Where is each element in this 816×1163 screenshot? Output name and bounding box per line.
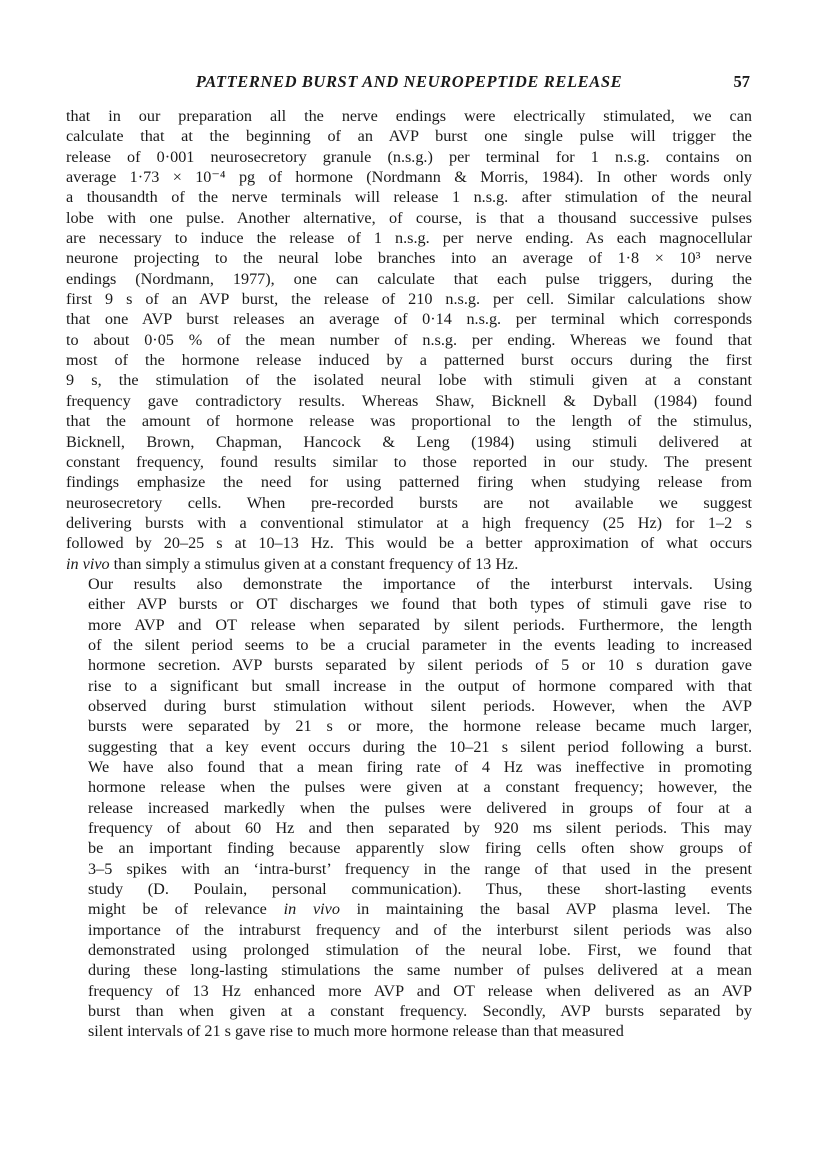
text-line: demonstrated using prolonged stimulation of the neural lobe. First, we found that xyxy=(88,941,752,960)
text-line: might be of relevance in vivo in maintaining the basal AVP plasma level. The xyxy=(88,900,753,919)
text-line: followed by 20–25 s at 10–13 Hz. This would be a better approximation of what occurs xyxy=(66,534,752,553)
text-line: neurosecretory cells. When pre-recorded bursts are not available we suggest xyxy=(66,493,752,512)
text-line: hormone release when the pulses were given at a constant frequency; however, the xyxy=(88,778,752,797)
text-line: to about 0·05 % of the mean number of n.s.g. per ending. Whereas we found that xyxy=(66,330,752,349)
text-line: importance of the intraburst frequency and of the interburst silent periods was also xyxy=(88,920,752,939)
body-paragraph xyxy=(66,106,752,574)
text-line: release of 0·001 neurosecretory granule (n.s.g.) per terminal for 1 n.s.g. contains on xyxy=(66,147,752,166)
text-line: hormone secretion. AVP bursts separated by silent periods of 5 or 10 s duration gave xyxy=(88,656,752,675)
text-line: either AVP bursts or OT discharges we found that both types of stimuli gave rise to xyxy=(88,595,752,614)
running-title: PATTERNED BURST AND NEUROPEPTIDE RELEASE xyxy=(195,72,623,91)
text-line: suggesting that a key event occurs during the 10–21 s silent period following a burst. xyxy=(88,737,752,756)
text-line: endings (Nordmann, 1977), one can calculate that each pulse triggers, during the xyxy=(66,269,752,288)
text-line: lobe with one pulse. Another alternative, of course, is that a thousand successive pulses xyxy=(66,208,752,227)
text-line: frequency of about 60 Hz and then separated by 920 ms silent periods. This may xyxy=(88,819,752,838)
text-line: study (D. Poulain, personal communication). Thus, these short-lasting events xyxy=(88,880,752,899)
text-line: most of the hormone release induced by a patterned burst occurs during the first xyxy=(66,351,752,370)
text-line: that one AVP burst releases an average of 0·14 n.s.g. per terminal which corresponds xyxy=(66,310,752,329)
text-line: neurone projecting to the neural lobe branches into an average of 1·8 × 10³ nerve xyxy=(66,249,752,268)
text-line: constant frequency, found results similar to those reported in our study. The present xyxy=(66,452,752,471)
body-paragraph xyxy=(66,574,752,1042)
text-line: 9 s, the stimulation of the isolated neural lobe with stimuli given at a constant xyxy=(66,371,752,390)
text-line: a thousandth of the nerve terminals will release 1 n.s.g. after stimulation of the neural xyxy=(66,188,752,207)
text-line: silent intervals of 21 s gave rise to much more hormone release than that measured xyxy=(88,1022,624,1041)
text-line: Our results also demonstrate the importance of the interburst intervals. Using xyxy=(88,574,752,593)
text-line: that the amount of hormone release was proportional to the length of the stimulus, xyxy=(66,412,752,431)
text-line: bursts were separated by 21 s or more, the hormone release became much larger, xyxy=(88,717,752,736)
text-line: during these long-lasting stimulations the same number of pulses delivered at a mean xyxy=(88,961,752,980)
journal-page xyxy=(66,72,752,1042)
text-line: observed during burst stimulation without silent periods. However, when the AVP xyxy=(88,696,752,715)
text-line: of the silent period seems to be a crucial parameter in the events leading to increased xyxy=(88,635,752,654)
text-line: that in our preparation all the nerve endings were electrically stimulated, we can xyxy=(66,107,752,125)
text-line: in vivo than simply a stimulus given at a constant frequency of 13 Hz. xyxy=(66,554,519,573)
text-line: 3–5 spikes with an ‘intra-burst’ frequency in the range of that used in the present xyxy=(88,859,752,878)
running-head xyxy=(66,72,752,100)
text-line: Bicknell, Brown, Chapman, Hancock & Leng (1984) using stimuli delivered at xyxy=(66,432,752,451)
text-line: findings emphasize the need for using patterned firing when studying release from xyxy=(66,473,752,492)
text-line: calculate that at the beginning of an AVP burst one single pulse will trigger the xyxy=(66,127,752,146)
text-line: average 1·73 × 10⁻⁴ pg of hormone (Nordmann & Morris, 1984). In other words only xyxy=(66,168,752,187)
text-line: burst than when given at a constant frequency. Secondly, AVP bursts separated by xyxy=(88,1002,752,1021)
text-line: rise to a significant but small increase in the output of hormone compared with that xyxy=(88,676,752,695)
page-number: 57 xyxy=(733,72,750,91)
text-line: delivering bursts with a conventional stimulator at a high frequency (25 Hz) for 1–2 s xyxy=(66,513,752,532)
text-line: first 9 s of an AVP burst, the release of 210 n.s.g. per cell. Similar calculations show xyxy=(66,290,752,309)
text-line: frequency gave contradictory results. Whereas Shaw, Bicknell & Dyball (1984) found xyxy=(66,391,752,410)
text-line: We have also found that a mean firing rate of 4 Hz was ineffective in promoting xyxy=(88,758,752,776)
text-line: are necessary to induce the release of 1 n.s.g. per nerve ending. As each magnocellular xyxy=(66,229,752,248)
text-line: release increased markedly when the pulses were delivered in groups of four at a xyxy=(88,798,752,817)
text-line: frequency of 13 Hz enhanced more AVP and OT release when delivered as an AVP xyxy=(88,981,752,1000)
text-line: be an important finding because apparently slow firing cells often show groups of xyxy=(88,839,752,858)
text-line: more AVP and OT release when separated by silent periods. Furthermore, the length xyxy=(88,615,752,634)
